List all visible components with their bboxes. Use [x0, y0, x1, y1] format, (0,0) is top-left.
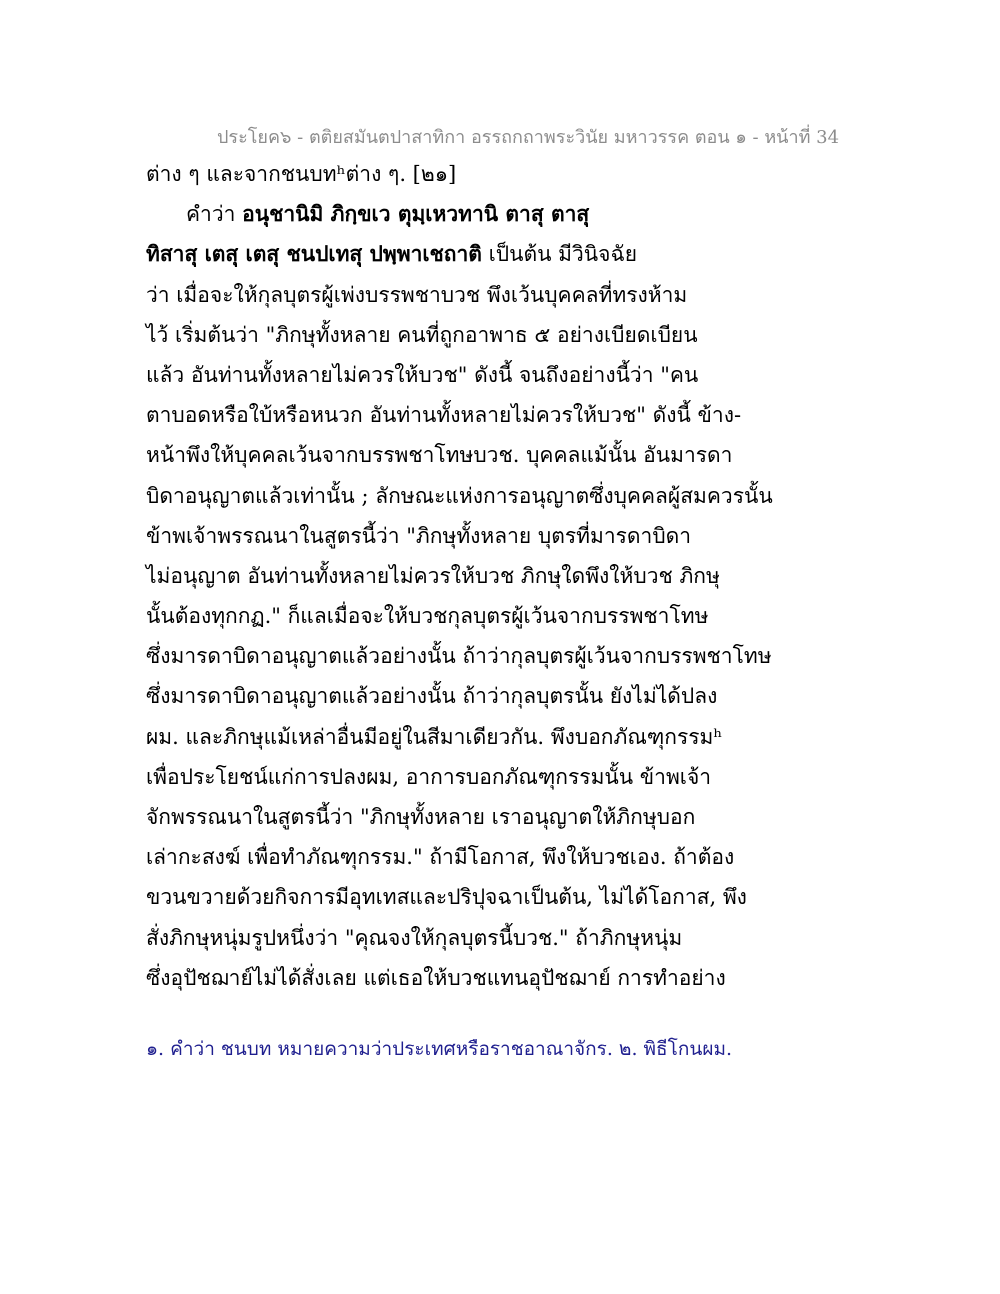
body-line: เล่ากะสงฆ์ เพื่อทำภัณฑุกรรม." ถ้ามีโอกาส, พึงให้บวชเอง. ถ้าต้อง — [146, 845, 735, 870]
body-line: สั่งภิกษุหนุ่มรูปหนึ่งว่า "คุณจงให้กุลบุตรนี้บวช." ถ้าภิกษุหนุ่ม — [146, 925, 683, 950]
body-line — [146, 194, 866, 234]
body-line: ซึ่งอุปัชฌาย์ไม่ได้สั่งเลย แต่เธอให้บวชแทนอุปัชฌาย์ การทำอย่าง — [146, 965, 726, 990]
body-line: บิดาอนุญาตแล้วเท่านั้น ; ลักษณะแห่งการอนุญาตซึ่งบุคคลผู้สมควรนั้น — [146, 483, 773, 508]
body-line: ตาบอดหรือใบ้หรือหนวก อันท่านทั้งหลายไม่ควรให้บวช" ดังนี้ ข้าง- — [146, 403, 742, 428]
footnote: ๑. คำว่า ชนบท หมายความว่าประเทศหรือราชอาณาจักร. ๒. พิธีโกนผม. — [146, 1038, 733, 1060]
body-line: แล้ว อันท่านทั้งหลายไม่ควรให้บวช" ดังนี้ จนถึงอย่างนี้ว่า "คน — [146, 362, 699, 387]
body-line: ต่าง ๆ และจากชนบทʰต่าง ๆ. [๒๑] — [146, 162, 457, 186]
body-line: ว่า เมื่อจะให้กุลบุตรผู้เพ่งบรรพชาบวช พึงเว้นบุคคลที่ทรงห้าม — [146, 282, 688, 307]
body-line-suffix: เป็นต้น มีวินิจฉัย — [481, 242, 638, 267]
body-line: ซึ่งมารดาบิดาอนุญาตแล้วอย่างนั้น ถ้าว่ากุลบุตรนั้น ยังไม่ได้ปลง — [146, 684, 718, 709]
body-line: ขวนขวายด้วยกิจการมีอุทเทสและปริปุจฉาเป็นต้น, ไม่ได้โอกาส, พึง — [146, 885, 747, 910]
body-line: จักพรรณนาในสูตรนี้ว่า "ภิกษุทั้งหลาย เราอนุญาตให้ภิกษุบอก — [146, 805, 696, 829]
body-text — [146, 154, 866, 998]
pali-term: ทิสาสุ เตสุ เตสุ ชนปเทสุ ปพฺพาเชถาติ — [146, 241, 482, 267]
body-line: เพื่อประโยชน์แก่การปลงผม, อาการบอกภัณฑุกรรมนั้น ข้าพเจ้า — [146, 764, 712, 789]
body-line-prefix: คำว่า — [186, 202, 243, 227]
body-line — [146, 234, 866, 274]
body-line: ข้าพเจ้าพรรณนาในสูตรนี้ว่า "ภิกษุทั้งหลาย บุตรที่มารดาบิดา — [146, 523, 692, 548]
body-line: ไม่อนุญาต อันท่านทั้งหลายไม่ควรให้บวช ภิกษุใดพึงให้บวช ภิกษุ — [146, 563, 720, 588]
running-header: ประโยค๖ - ตติยสมันตปาสาทิกา อรรถกถาพระวินัย มหาวรรค ตอน ๑ - หน้าที่ 34 — [217, 127, 840, 148]
body-line: ไว้ เริ่มต้นว่า "ภิกษุทั้งหลาย คนที่ถูกอาพาธ ๕ อย่างเบียดเบียน — [146, 322, 698, 347]
body-line: นั้นต้องทุกกฏ." ก็แลเมื่อจะให้บวชกุลบุตรผู้เว้นจากบรรพชาโทษ — [146, 604, 709, 629]
body-line: ซึ่งมารดาบิดาอนุญาตแล้วอย่างนั้น ถ้าว่ากุลบุตรผู้เว้นจากบรรพชาโทษ — [146, 644, 772, 669]
pali-term: อนุชานิมิ ภิกฺขเว ตุมฺเหวทานิ ตาสุ ตาสุ — [242, 201, 590, 227]
body-line: หน้าพึงให้บุคคลเว้นจากบรรพชาโทษบวช. บุคคลแม้นั้น อันมารดา — [146, 443, 733, 468]
body-line: ผม. และภิกษุแม้เหล่าอื่นมีอยู่ในสีมาเดียวกัน. พึงบอกภัณฑุกรรมʰ — [146, 724, 723, 749]
